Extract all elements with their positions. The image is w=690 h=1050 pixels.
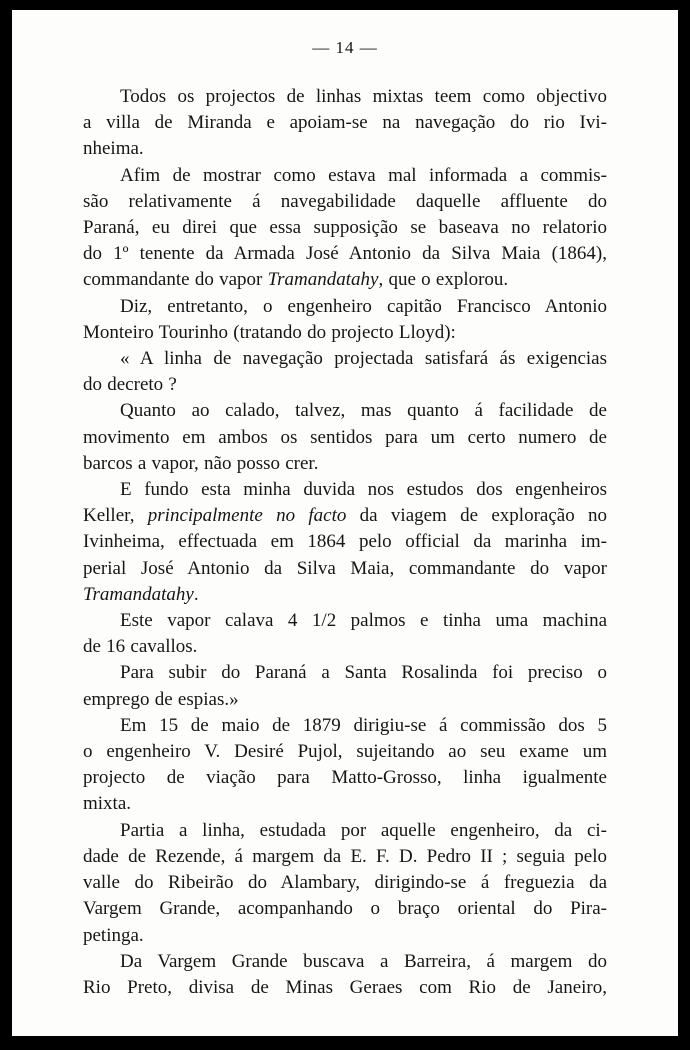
text-line: Vargem Grande, acompanhando o braço oriental do Pira- (83, 898, 607, 920)
text-line: Da Vargem Grande buscava a Barreira, á margem do (120, 950, 607, 972)
text-line: do 1º tenente da Armada José Antonio da Silva Maia (1864), (83, 243, 607, 265)
paragraph (83, 346, 607, 398)
text-line: Em 15 de maio de 1879 dirigiu-se á commissão dos 5 (120, 714, 607, 736)
text-line: Afim de mostrar como estava mal informada a commis- (120, 164, 607, 186)
text-line: de 16 cavallos. (83, 636, 198, 658)
text-segment: commandante do vapor (83, 269, 268, 291)
text-line: dade de Rezende, á margem da E. F. D. Pedro II ; seguia pelo (83, 845, 607, 867)
text-line: Rio Preto, divisa de Minas Geraes com Rio de Janeiro, (83, 976, 607, 998)
paragraph (83, 477, 607, 608)
paragraph (83, 84, 607, 163)
text-line (83, 582, 607, 608)
text-line (83, 503, 607, 529)
text-line: Paraná, eu direi que essa supposição se baseava no relatorio (83, 217, 607, 239)
text-body (83, 84, 607, 1001)
text-line: mixta. (83, 793, 132, 815)
text-line: valle do Ribeirão do Alambary, dirigindo-se á freguezia da (83, 872, 607, 894)
text-line: a villa de Miranda e apoiam-se na navegação do rio Ivi- (83, 112, 607, 134)
italic-ship-name: Tramandatahy (83, 583, 194, 605)
text-line: Todos os projectos de linhas mixtas teem como objectivo (120, 86, 607, 107)
paragraph (83, 660, 607, 712)
paragraph (83, 608, 607, 660)
text-line: movimento em ambos os sentidos para um certo numero de (83, 426, 607, 448)
text-line: Este vapor calava 4 1/2 palmos e tinha uma machina (120, 610, 607, 632)
italic-phrase: principalmente no facto (147, 505, 347, 527)
text-segment: . (193, 583, 199, 605)
text-line: emprego de espias.» (83, 688, 239, 710)
italic-ship-name: Tramandatahy (267, 269, 379, 291)
paragraph (83, 294, 607, 346)
text-line (83, 267, 607, 293)
text-line: são relativamente á navegabilidade daquelle affluente do (83, 190, 607, 212)
text-line: E fundo esta minha duvida nos estudos dos engenheiros (120, 479, 607, 501)
paragraph (83, 398, 607, 477)
text-line: perial José Antonio da Silva Maia, commandante do vapor (83, 557, 607, 579)
text-segment: da viagem de exploração no (346, 505, 607, 527)
paragraph (83, 163, 607, 294)
text-line: « A linha de navegação projectada satisfará ás exigencias (120, 348, 607, 370)
text-line: do decreto ? (83, 374, 177, 396)
text-line: projecto de viação para Matto-Grosso, linha igualmente (83, 767, 607, 789)
text-line: Diz, entretanto, o engenheiro capitão Francisco Antonio (120, 295, 607, 317)
text-line: Monteiro Tourinho (tratando do projecto Lloyd): (83, 321, 456, 343)
text-line: Quanto ao calado, talvez, mas quanto á facilidade de (120, 400, 607, 422)
paragraph (83, 713, 607, 818)
text-segment: Keller, (83, 505, 148, 527)
page-number-header: — 14 — (312, 38, 378, 57)
text-line: Para subir do Paraná a Santa Rosalinda foi preciso o (120, 662, 607, 684)
text-segment: , que o explorou. (378, 269, 509, 291)
text-line: o engenheiro V. Desiré Pujol, sujeitando ao seu exame um (83, 741, 607, 763)
paragraph (83, 818, 607, 949)
text-line: petinga. (83, 924, 144, 946)
text-line: Ivinheima, effectuada em 1864 pelo official da marinha im- (83, 531, 607, 553)
text-line: nheima. (83, 138, 144, 160)
text-line: barcos a vapor, não posso crer. (83, 452, 319, 474)
text-line: Partia a linha, estudada por aquelle engenheiro, da ci- (120, 819, 607, 841)
paragraph (83, 949, 607, 1001)
